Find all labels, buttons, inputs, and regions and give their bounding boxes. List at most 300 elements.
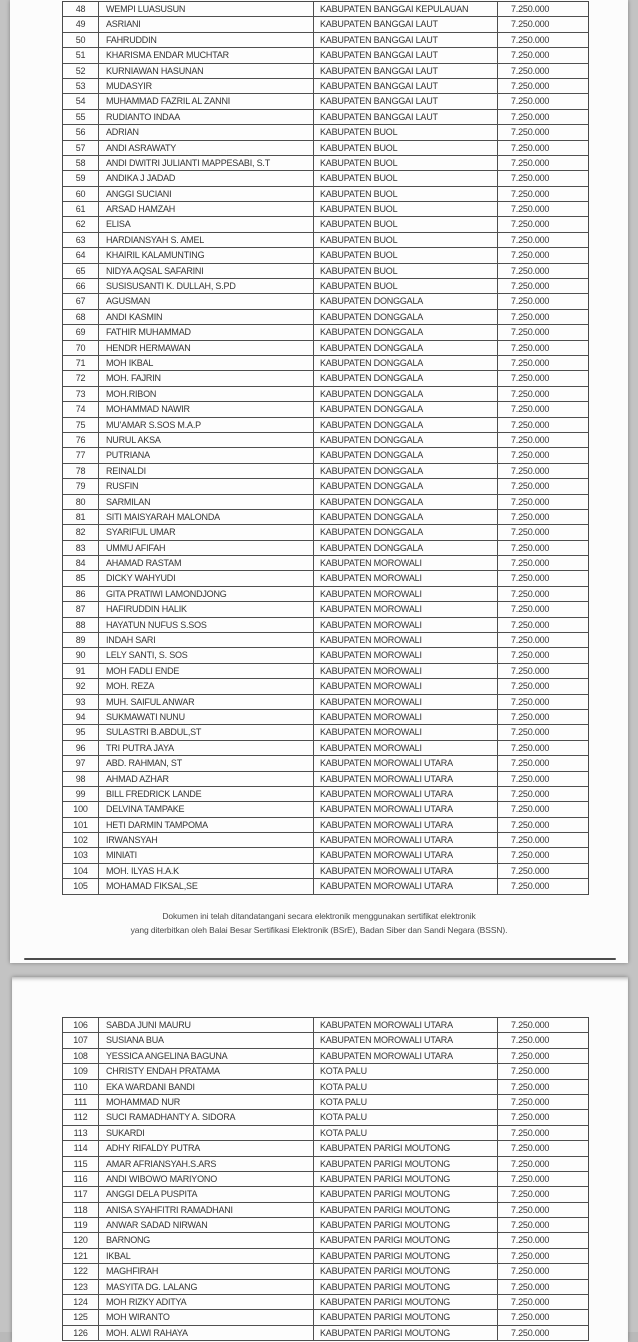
row-number-cell: 72 bbox=[63, 371, 99, 385]
region-cell: KABUPATEN MOROWALI UTARA bbox=[314, 787, 498, 801]
name-cell: SARMILAN bbox=[99, 495, 314, 509]
table-row bbox=[63, 1310, 588, 1325]
row-number-cell: 88 bbox=[63, 618, 99, 632]
row-number-cell: 50 bbox=[63, 33, 99, 47]
row-number-cell: 86 bbox=[63, 587, 99, 601]
amount-cell: 7.250.000 bbox=[511, 804, 550, 815]
row-number-cell: 80 bbox=[63, 495, 99, 509]
name-cell: NIDYA AQSAL SAFARINI bbox=[99, 264, 314, 278]
amount-cell: 7.250.000 bbox=[511, 650, 550, 661]
name-cell: ANWAR SADAD NIRWAN bbox=[99, 1218, 314, 1232]
table-row bbox=[63, 2, 588, 17]
table-row bbox=[63, 756, 588, 771]
name-cell: MOH. REZA bbox=[99, 679, 314, 693]
region-cell: KABUPATEN BUOL bbox=[314, 187, 498, 201]
row-number-cell: 119 bbox=[63, 1218, 99, 1232]
name-cell: YESSICA ANGELINA BAGUNA bbox=[99, 1049, 314, 1063]
region-cell: KABUPATEN PARIGI MOUTONG bbox=[314, 1187, 498, 1201]
table-row bbox=[63, 387, 588, 402]
row-number-cell: 104 bbox=[63, 864, 99, 878]
name-cell: KHARISMA ENDAR MUCHTAR bbox=[99, 48, 314, 62]
row-number-cell: 113 bbox=[63, 1126, 99, 1140]
row-number-cell: 68 bbox=[63, 310, 99, 324]
table-row bbox=[63, 710, 588, 725]
amount-cell: 7.250.000 bbox=[511, 157, 550, 168]
table-row bbox=[63, 79, 588, 94]
name-cell: MOH. ILYAS H.A.K bbox=[99, 864, 314, 878]
region-cell: KOTA PALU bbox=[314, 1126, 498, 1140]
region-cell: KABUPATEN DONGGALA bbox=[314, 510, 498, 524]
name-cell: AHAMAD RASTAM bbox=[99, 556, 314, 570]
amount-cell: 7.250.000 bbox=[511, 758, 550, 769]
name-cell: BILL FREDRICK LANDE bbox=[99, 787, 314, 801]
name-cell: ANGGI SUCIANI bbox=[99, 187, 314, 201]
row-number-cell: 98 bbox=[63, 772, 99, 786]
table-row bbox=[63, 818, 588, 833]
amount-cell: 7.250.000 bbox=[511, 1127, 550, 1138]
region-cell: KABUPATEN MOROWALI UTARA bbox=[314, 1018, 498, 1032]
region-cell: KABUPATEN BUOL bbox=[314, 233, 498, 247]
region-cell: KABUPATEN MOROWALI bbox=[314, 710, 498, 724]
region-cell: KOTA PALU bbox=[314, 1110, 498, 1124]
amount-cell: 7.250.000 bbox=[511, 681, 550, 692]
row-number-cell: 57 bbox=[63, 141, 99, 155]
region-cell: KABUPATEN MOROWALI UTARA bbox=[314, 802, 498, 816]
amount-cell: 7.250.000 bbox=[511, 65, 550, 76]
row-number-cell: 95 bbox=[63, 725, 99, 739]
table-row bbox=[63, 233, 588, 248]
table-row bbox=[63, 618, 588, 633]
name-cell: DELVINA TAMPAKE bbox=[99, 802, 314, 816]
amount-cell: 7.250.000 bbox=[511, 819, 550, 830]
table-row bbox=[63, 1095, 588, 1110]
table-row bbox=[63, 125, 588, 140]
amount-cell: 7.250.000 bbox=[511, 1220, 550, 1231]
region-cell: KABUPATEN MOROWALI UTARA bbox=[314, 756, 498, 770]
region-cell: KABUPATEN DONGGALA bbox=[314, 387, 498, 401]
name-cell: ANISA SYAHFITRI RAMADHANI bbox=[99, 1203, 314, 1217]
name-cell: HAYATUN NUFUS S.SOS bbox=[99, 618, 314, 632]
amount-cell: 7.250.000 bbox=[511, 342, 550, 353]
name-cell: ABD. RAHMAN, ST bbox=[99, 756, 314, 770]
name-cell: ANDI KASMIN bbox=[99, 310, 314, 324]
region-cell: KABUPATEN MOROWALI bbox=[314, 602, 498, 616]
table-row bbox=[63, 1187, 588, 1202]
table-row bbox=[63, 341, 588, 356]
amount-cell: 7.250.000 bbox=[511, 219, 550, 230]
row-number-cell: 53 bbox=[63, 79, 99, 93]
region-cell: KABUPATEN PARIGI MOUTONG bbox=[314, 1295, 498, 1309]
table-row bbox=[63, 202, 588, 217]
amount-cell: 7.250.000 bbox=[511, 773, 550, 784]
amount-cell: 7.250.000 bbox=[511, 865, 550, 876]
row-number-cell: 71 bbox=[63, 356, 99, 370]
region-cell: KABUPATEN MOROWALI bbox=[314, 618, 498, 632]
amount-cell: 7.250.000 bbox=[511, 742, 550, 753]
table-row bbox=[63, 356, 588, 371]
table-row bbox=[63, 571, 588, 586]
name-cell: ADRIAN bbox=[99, 125, 314, 139]
table-row bbox=[63, 556, 588, 571]
amount-cell: 7.250.000 bbox=[511, 1081, 550, 1092]
region-cell: KABUPATEN DONGGALA bbox=[314, 541, 498, 555]
row-number-cell: 114 bbox=[63, 1141, 99, 1155]
region-cell: KABUPATEN PARIGI MOUTONG bbox=[314, 1264, 498, 1278]
amount-cell: 7.250.000 bbox=[511, 388, 550, 399]
region-cell: KABUPATEN BANGGAI LAUT bbox=[314, 79, 498, 93]
table-row bbox=[63, 510, 588, 525]
amount-cell: 7.250.000 bbox=[511, 788, 550, 799]
amount-cell: 7.250.000 bbox=[511, 1204, 550, 1215]
table-row bbox=[63, 679, 588, 694]
region-cell: KABUPATEN BUOL bbox=[314, 156, 498, 170]
row-number-cell: 84 bbox=[63, 556, 99, 570]
region-cell: KABUPATEN PARIGI MOUTONG bbox=[314, 1310, 498, 1324]
amount-cell: 7.250.000 bbox=[511, 434, 550, 445]
name-cell: MOH. ALWI RAHAYA bbox=[99, 1326, 314, 1340]
name-cell: FATHIR MUHAMMAD bbox=[99, 325, 314, 339]
region-cell: KABUPATEN PARIGI MOUTONG bbox=[314, 1326, 498, 1340]
table-row bbox=[63, 217, 588, 232]
name-cell: MOHAMAD FIKSAL,SE bbox=[99, 879, 314, 893]
table-row bbox=[63, 1218, 588, 1233]
table-row bbox=[63, 495, 588, 510]
amount-cell: 7.250.000 bbox=[511, 311, 550, 322]
amount-cell: 7.250.000 bbox=[511, 419, 550, 430]
name-cell: SUCI RAMADHANTY A. SIDORA bbox=[99, 1110, 314, 1124]
row-number-cell: 63 bbox=[63, 233, 99, 247]
amount-cell: 7.250.000 bbox=[511, 450, 550, 461]
row-number-cell: 94 bbox=[63, 710, 99, 724]
amount-cell: 7.250.000 bbox=[511, 1066, 550, 1077]
region-cell: KABUPATEN MOROWALI bbox=[314, 741, 498, 755]
name-cell: ARSAD HAMZAH bbox=[99, 202, 314, 216]
name-cell: MUDASYIR bbox=[99, 79, 314, 93]
amount-cell: 7.250.000 bbox=[511, 4, 550, 14]
row-number-cell: 120 bbox=[63, 1233, 99, 1247]
region-cell: KABUPATEN MOROWALI bbox=[314, 556, 498, 570]
region-cell: KABUPATEN MOROWALI bbox=[314, 571, 498, 585]
name-cell: KURNIAWAN HASUNAN bbox=[99, 64, 314, 78]
region-cell: KABUPATEN MOROWALI UTARA bbox=[314, 1033, 498, 1047]
region-cell: KABUPATEN PARIGI MOUTONG bbox=[314, 1203, 498, 1217]
row-number-cell: 69 bbox=[63, 325, 99, 339]
table-row bbox=[63, 94, 588, 109]
amount-cell: 7.250.000 bbox=[511, 96, 550, 107]
row-number-cell: 55 bbox=[63, 110, 99, 124]
table-row bbox=[63, 418, 588, 433]
name-cell: SUSIANA BUA bbox=[99, 1033, 314, 1047]
name-cell: GITA PRATIWI LAMONDJONG bbox=[99, 587, 314, 601]
region-cell: KABUPATEN DONGGALA bbox=[314, 525, 498, 539]
table-row bbox=[63, 648, 588, 663]
table-row bbox=[63, 479, 588, 494]
row-number-cell: 99 bbox=[63, 787, 99, 801]
table-row bbox=[63, 371, 588, 386]
row-number-cell: 110 bbox=[63, 1080, 99, 1094]
row-number-cell: 115 bbox=[63, 1157, 99, 1171]
name-cell: ADHY RIFALDY PUTRA bbox=[99, 1141, 314, 1155]
name-cell: MOHAMMAD NUR bbox=[99, 1095, 314, 1109]
row-number-cell: 107 bbox=[63, 1033, 99, 1047]
region-cell: KABUPATEN MOROWALI UTARA bbox=[314, 1049, 498, 1063]
row-number-cell: 51 bbox=[63, 48, 99, 62]
row-number-cell: 77 bbox=[63, 448, 99, 462]
region-cell: KABUPATEN DONGGALA bbox=[314, 341, 498, 355]
region-cell: KOTA PALU bbox=[314, 1095, 498, 1109]
row-number-cell: 101 bbox=[63, 818, 99, 832]
amount-cell: 7.250.000 bbox=[511, 481, 550, 492]
row-number-cell: 74 bbox=[63, 402, 99, 416]
row-number-cell: 117 bbox=[63, 1187, 99, 1201]
region-cell: KABUPATEN BUOL bbox=[314, 141, 498, 155]
name-cell: CHRISTY ENDAH PRATAMA bbox=[99, 1064, 314, 1078]
table-row bbox=[63, 1233, 588, 1248]
amount-cell: 7.250.000 bbox=[511, 542, 550, 553]
table-row bbox=[63, 695, 588, 710]
table-row bbox=[63, 433, 588, 448]
row-number-cell: 100 bbox=[63, 802, 99, 816]
row-number-cell: 81 bbox=[63, 510, 99, 524]
amount-cell: 7.250.000 bbox=[511, 1189, 550, 1200]
row-number-cell: 93 bbox=[63, 695, 99, 709]
table-row bbox=[63, 171, 588, 186]
name-cell: IKBAL bbox=[99, 1249, 314, 1263]
name-cell: MOH RIZKY ADITYA bbox=[99, 1295, 314, 1309]
amount-cell: 7.250.000 bbox=[511, 1050, 550, 1061]
row-number-cell: 109 bbox=[63, 1064, 99, 1078]
table-row bbox=[63, 525, 588, 540]
amount-cell: 7.250.000 bbox=[511, 250, 550, 261]
region-cell: KABUPATEN DONGGALA bbox=[314, 464, 498, 478]
table-row bbox=[63, 1295, 588, 1310]
region-cell: KABUPATEN DONGGALA bbox=[314, 310, 498, 324]
table-row bbox=[63, 1126, 588, 1141]
row-number-cell: 75 bbox=[63, 418, 99, 432]
table-row bbox=[63, 772, 588, 787]
table-row bbox=[63, 1033, 588, 1048]
amount-cell: 7.250.000 bbox=[511, 1112, 550, 1123]
signature-note-line-2: yang diterbitkan oleh Balai Besar Sertifikasi Elektronik (BSrE), Badan Siber dan Sandi Negara (BSSN). bbox=[130, 924, 508, 935]
table-row bbox=[63, 787, 588, 802]
region-cell: KABUPATEN BANGGAI KEPULAUAN bbox=[314, 2, 498, 16]
name-cell: SULASTRI B.ABDUL,ST bbox=[99, 725, 314, 739]
amount-cell: 7.250.000 bbox=[511, 881, 550, 892]
table-row bbox=[63, 1064, 588, 1079]
name-cell: HETI DARMIN TAMPOMA bbox=[99, 818, 314, 832]
amount-cell: 7.250.000 bbox=[511, 619, 550, 630]
row-number-cell: 83 bbox=[63, 541, 99, 555]
name-cell: LELY SANTI, S. SOS bbox=[99, 648, 314, 662]
table-row bbox=[63, 1326, 588, 1341]
name-cell: MOH.RIBON bbox=[99, 387, 314, 401]
region-cell: KABUPATEN DONGGALA bbox=[314, 448, 498, 462]
row-number-cell: 78 bbox=[63, 464, 99, 478]
electronic-signature-note bbox=[10, 910, 628, 937]
row-number-cell: 112 bbox=[63, 1110, 99, 1124]
amount-cell: 7.250.000 bbox=[511, 19, 550, 30]
row-number-cell: 87 bbox=[63, 602, 99, 616]
amount-cell: 7.250.000 bbox=[511, 373, 550, 384]
name-cell: ANDI WIBOWO MARIYONO bbox=[99, 1172, 314, 1186]
table-row bbox=[63, 64, 588, 79]
name-cell: KHAIRIL KALAMUNTING bbox=[99, 248, 314, 262]
region-cell: KABUPATEN MOROWALI UTARA bbox=[314, 879, 498, 893]
row-number-cell: 85 bbox=[63, 571, 99, 585]
table-row bbox=[63, 602, 588, 617]
row-number-cell: 90 bbox=[63, 648, 99, 662]
amount-cell: 7.250.000 bbox=[511, 1250, 550, 1261]
row-number-cell: 123 bbox=[63, 1280, 99, 1294]
name-cell: NURUL AKSA bbox=[99, 433, 314, 447]
name-cell: AHMAD AZHAR bbox=[99, 772, 314, 786]
region-cell: KABUPATEN PARIGI MOUTONG bbox=[314, 1249, 498, 1263]
row-number-cell: 64 bbox=[63, 248, 99, 262]
amount-cell: 7.250.000 bbox=[511, 1281, 550, 1292]
table-row bbox=[63, 1280, 588, 1295]
table-row bbox=[63, 17, 588, 32]
table-row bbox=[63, 633, 588, 648]
region-cell: KABUPATEN BANGGAI LAUT bbox=[314, 94, 498, 108]
name-cell: MINIATI bbox=[99, 848, 314, 862]
row-number-cell: 82 bbox=[63, 525, 99, 539]
row-number-cell: 89 bbox=[63, 633, 99, 647]
amount-cell: 7.250.000 bbox=[511, 1312, 550, 1323]
name-cell: ELISA bbox=[99, 217, 314, 231]
table-row bbox=[63, 1141, 588, 1156]
region-cell: KABUPATEN BUOL bbox=[314, 279, 498, 293]
table-row bbox=[63, 833, 588, 848]
table-row bbox=[63, 1018, 588, 1033]
region-cell: KABUPATEN BUOL bbox=[314, 202, 498, 216]
name-cell: MASYITA DG. LALANG bbox=[99, 1280, 314, 1294]
amount-cell: 7.250.000 bbox=[511, 527, 550, 538]
table-row bbox=[63, 156, 588, 171]
amount-cell: 7.250.000 bbox=[511, 573, 550, 584]
row-number-cell: 126 bbox=[63, 1326, 99, 1340]
table-row bbox=[63, 848, 588, 863]
region-cell: KABUPATEN DONGGALA bbox=[314, 325, 498, 339]
amount-cell: 7.250.000 bbox=[511, 665, 550, 676]
row-number-cell: 79 bbox=[63, 479, 99, 493]
region-cell: KABUPATEN DONGGALA bbox=[314, 402, 498, 416]
row-number-cell: 60 bbox=[63, 187, 99, 201]
table-row bbox=[63, 1249, 588, 1264]
row-number-cell: 108 bbox=[63, 1049, 99, 1063]
region-cell: KABUPATEN MOROWALI bbox=[314, 633, 498, 647]
row-number-cell: 76 bbox=[63, 433, 99, 447]
region-cell: KABUPATEN BANGGAI LAUT bbox=[314, 48, 498, 62]
region-cell: KABUPATEN BANGGAI LAUT bbox=[314, 33, 498, 47]
row-number-cell: 105 bbox=[63, 879, 99, 893]
row-number-cell: 122 bbox=[63, 1264, 99, 1278]
amount-cell: 7.250.000 bbox=[511, 496, 550, 507]
region-cell: KOTA PALU bbox=[314, 1064, 498, 1078]
amount-cell: 7.250.000 bbox=[511, 204, 550, 215]
table-row bbox=[63, 310, 588, 325]
row-number-cell: 116 bbox=[63, 1172, 99, 1186]
amount-cell: 7.250.000 bbox=[511, 1173, 550, 1184]
region-cell: KABUPATEN BUOL bbox=[314, 264, 498, 278]
name-cell: RUSFIN bbox=[99, 479, 314, 493]
amount-cell: 7.250.000 bbox=[511, 511, 550, 522]
table-row bbox=[63, 1203, 588, 1218]
table-row bbox=[63, 1172, 588, 1187]
name-cell: FAHRUDDIN bbox=[99, 33, 314, 47]
region-cell: KABUPATEN MOROWALI bbox=[314, 725, 498, 739]
name-cell: RUDIANTO INDAA bbox=[99, 110, 314, 124]
row-number-cell: 73 bbox=[63, 387, 99, 401]
table-row bbox=[63, 741, 588, 756]
region-cell: KABUPATEN DONGGALA bbox=[314, 356, 498, 370]
region-cell: KABUPATEN MOROWALI bbox=[314, 679, 498, 693]
name-cell: MOHAMMAD NAWIR bbox=[99, 402, 314, 416]
amount-cell: 7.250.000 bbox=[511, 188, 550, 199]
table-row bbox=[63, 802, 588, 817]
region-cell: KABUPATEN MOROWALI UTARA bbox=[314, 848, 498, 862]
name-cell: INDAH SARI bbox=[99, 633, 314, 647]
name-cell: UMMU AFIFAH bbox=[99, 541, 314, 555]
row-number-cell: 56 bbox=[63, 125, 99, 139]
region-cell: KABUPATEN PARIGI MOUTONG bbox=[314, 1157, 498, 1171]
table-row bbox=[63, 464, 588, 479]
row-number-cell: 66 bbox=[63, 279, 99, 293]
region-cell: KABUPATEN BANGGAI LAUT bbox=[314, 17, 498, 31]
region-cell: KABUPATEN PARIGI MOUTONG bbox=[314, 1172, 498, 1186]
name-cell: MAGHFIRAH bbox=[99, 1264, 314, 1278]
name-cell: MU'AMAR S.SOS M.A.P bbox=[99, 418, 314, 432]
amount-cell: 7.250.000 bbox=[511, 588, 550, 599]
table-row bbox=[63, 248, 588, 263]
name-cell: MUHAMMAD FAZRIL AL ZANNI bbox=[99, 94, 314, 108]
amount-cell: 7.250.000 bbox=[511, 604, 550, 615]
row-number-cell: 52 bbox=[63, 64, 99, 78]
table-row bbox=[63, 541, 588, 556]
table-row bbox=[63, 725, 588, 740]
row-number-cell: 65 bbox=[63, 264, 99, 278]
region-cell: KABUPATEN MOROWALI UTARA bbox=[314, 833, 498, 847]
region-cell: KABUPATEN PARIGI MOUTONG bbox=[314, 1218, 498, 1232]
amount-cell: 7.250.000 bbox=[511, 1327, 550, 1338]
name-cell: TRI PUTRA JAYA bbox=[99, 741, 314, 755]
amount-cell: 7.250.000 bbox=[511, 727, 550, 738]
row-number-cell: 124 bbox=[63, 1295, 99, 1309]
region-cell: KABUPATEN MOROWALI bbox=[314, 695, 498, 709]
region-cell: KABUPATEN DONGGALA bbox=[314, 371, 498, 385]
name-cell: HAFIRUDDIN HALIK bbox=[99, 602, 314, 616]
name-cell: ANDI ASRAWATY bbox=[99, 141, 314, 155]
name-cell: SYARIFUL UMAR bbox=[99, 525, 314, 539]
amount-cell: 7.250.000 bbox=[511, 142, 550, 153]
page-edge-shadow bbox=[24, 958, 616, 960]
amount-cell: 7.250.000 bbox=[511, 357, 550, 368]
amount-cell: 7.250.000 bbox=[511, 1158, 550, 1169]
amount-cell: 7.250.000 bbox=[511, 296, 550, 307]
row-number-cell: 111 bbox=[63, 1095, 99, 1109]
table-row bbox=[63, 1264, 588, 1279]
table-row bbox=[63, 1049, 588, 1064]
amount-cell: 7.250.000 bbox=[511, 265, 550, 276]
table-row bbox=[63, 110, 588, 125]
amount-cell: 7.250.000 bbox=[511, 558, 550, 569]
region-cell: KABUPATEN BUOL bbox=[314, 125, 498, 139]
row-number-cell: 59 bbox=[63, 171, 99, 185]
row-number-cell: 118 bbox=[63, 1203, 99, 1217]
region-cell: KABUPATEN MOROWALI UTARA bbox=[314, 818, 498, 832]
table-row bbox=[63, 141, 588, 156]
region-cell: KABUPATEN BANGGAI LAUT bbox=[314, 110, 498, 124]
row-number-cell: 58 bbox=[63, 156, 99, 170]
